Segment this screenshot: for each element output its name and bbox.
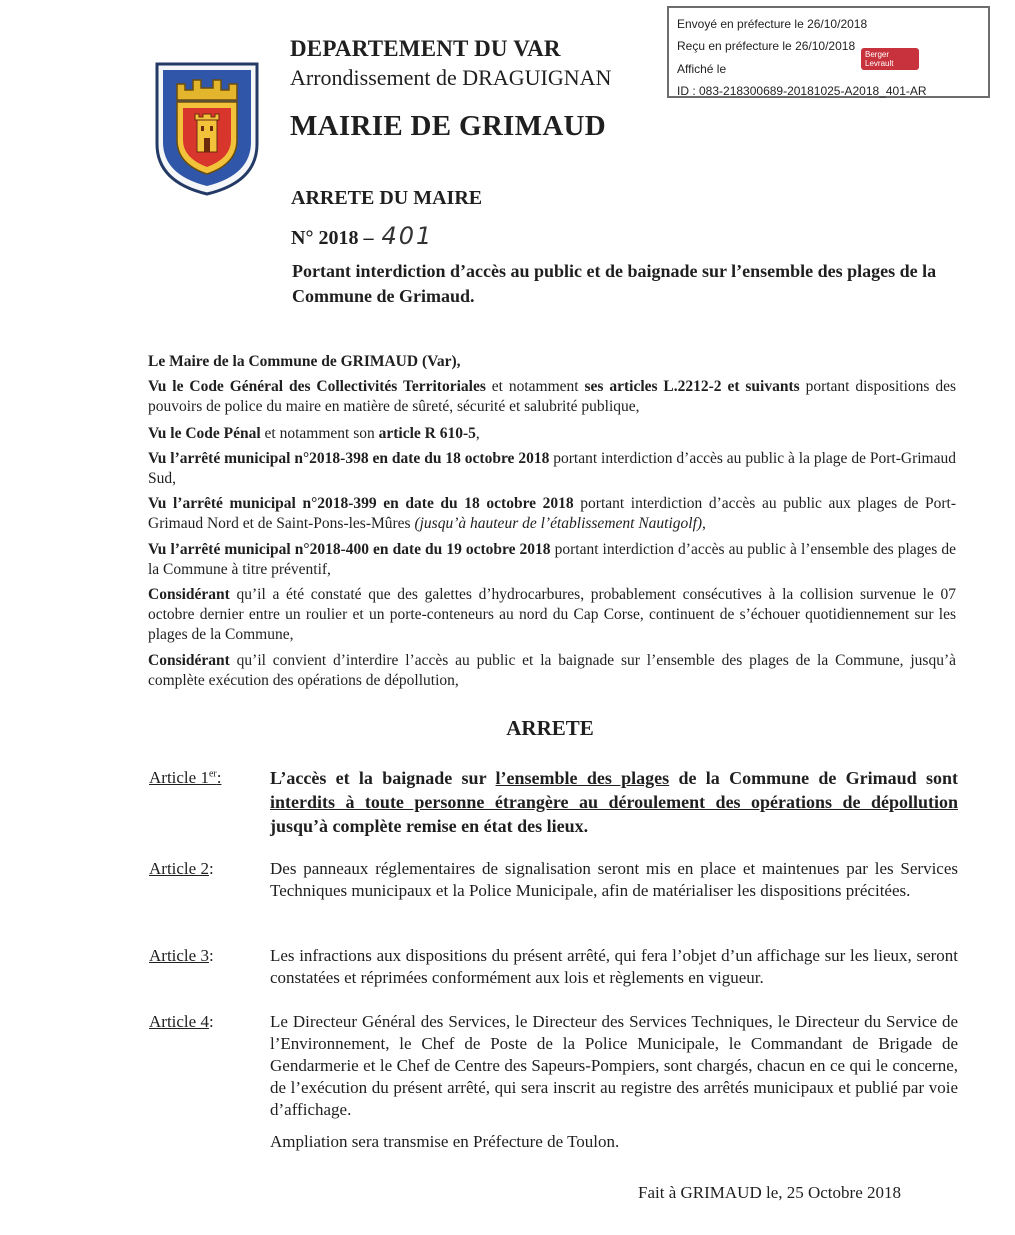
ampliation-text: Ampliation sera transmise en Préfecture de Toulon. <box>270 1132 620 1151</box>
stamp-recu: Reçu en préfecture le 26/10/2018 <box>677 39 856 53</box>
article-1-text: L’accès et la baignade sur l’ensemble des plages de la Commune de Grimaud sont interdits à toute personne étrangère au déroulement des opérations de dépollution jusqu’à complète remise en état des lieux. <box>270 768 959 836</box>
considerant-1: Considérant qu’il a été constaté que des galettes d’hydrocarbures, probablement consécutives à la collision survenue le 07 octobre dernier entre un roulier et un porte-conteneurs au nord du Cap Corse, continuent de s’échouer quotidiennement sur les plages de la Commune, <box>148 586 956 643</box>
visa-maire: Le Maire de la Commune de GRIMAUD (Var), <box>148 353 461 370</box>
visa-cgct: Vu le Code Général des Collectivités Territoriales et notamment ses articles L.2212-2 et suivants portant dispositions des pouvoirs de police du maire en matière de sûreté, sécurité et salubrité publique, <box>148 378 957 415</box>
article-4-label: Article 4: <box>149 1012 214 1031</box>
article-1-label: Article 1er: <box>149 768 222 787</box>
stamp-affiche: Affiché le <box>677 62 727 76</box>
berger-levrault-logo: Berger Levrault <box>861 48 919 70</box>
considerant-2: Considérant qu’il convient d’interdire l’accès au public et la baignade sur l’ensemble des plages de la Commune, jusqu’à complète exécution des opérations de dépollution, <box>148 652 956 689</box>
visa-arrete-400: Vu l’arrêté municipal n°2018-400 en date du 19 octobre 2018 portant interdiction d’accès au public à l’ensemble des plages de la Commune à titre préventif, <box>148 541 956 578</box>
stamp-id: ID : 083-218300689-20181025-A2018_401-AR <box>677 84 927 98</box>
stamp-envoye: Envoyé en préfecture le 26/10/2018 <box>677 17 868 31</box>
article-4-text: Le Directeur Général des Services, le Directeur des Services Techniques, le Directeur du Service de l’Environnement, le Chef de Poste de la Police Municipale, le Commandant de Brigade de Gendarmerie et le Chef de Centre des Sapeurs-Pompiers, sont chargés, chacun en ce qui le concerne, de l’exécution du présent arrêté, qui sera inscrit au registre des arrêtés municipaux et publié par voie d’affichage. <box>270 1012 958 1119</box>
mairie-title: MAIRIE DE GRIMAUD <box>290 110 607 142</box>
fait-a-date: Fait à GRIMAUD le, 25 Octobre 2018 <box>638 1183 901 1202</box>
visa-code-penal: Vu le Code Pénal et notamment son article R 610-5, <box>148 425 480 442</box>
coat-of-arms-icon <box>153 60 261 200</box>
arrete-du-maire-heading: ARRETE DU MAIRE <box>291 187 483 209</box>
arrete-heading: ARRETE <box>506 716 594 740</box>
arrete-number <box>291 222 433 250</box>
arrete-object: Portant interdiction d’accès au public et de baignade sur l’ensemble des plages de la Commune de Grimaud. <box>292 261 937 306</box>
arrete-number-prefix: N° 2018 – <box>291 227 374 249</box>
visa-arrete-398: Vu l’arrêté municipal n°2018-398 en date du 18 octobre 2018 portant interdiction d’accès au public à la plage de Port-Grimaud Sud, <box>148 450 956 487</box>
departement-title: DEPARTEMENT DU VAR <box>290 36 561 61</box>
visa-arrete-399: Vu l’arrêté municipal n°2018-399 en date du 18 octobre 2018 portant interdiction d’accès au public aux plages de Port-Grimaud Nord et de Saint-Pons-les-Mûres (jusqu’à hauteur de l’établissement Nautigolf), <box>148 495 956 532</box>
article-2-label: Article 2: <box>149 859 214 878</box>
arrete-number-handwritten: 401 <box>381 222 434 250</box>
prefecture-stamp <box>667 6 990 98</box>
article-3-label: Article 3: <box>149 946 214 965</box>
article-2-text: Des panneaux réglementaires de signalisation seront mis en place et maintenues par les Services Techniques municipaux et la Police Municipale, afin de matérialiser les dispositions précitées. <box>270 859 958 900</box>
arrondissement-title: Arrondissement de DRAGUIGNAN <box>290 65 612 90</box>
article-3-text: Les infractions aux dispositions du présent arrêté, qui fera l’objet d’un affichage sur les lieux, seront constatées et réprimées conformément aux lois et règlements en vigueur. <box>270 946 958 987</box>
